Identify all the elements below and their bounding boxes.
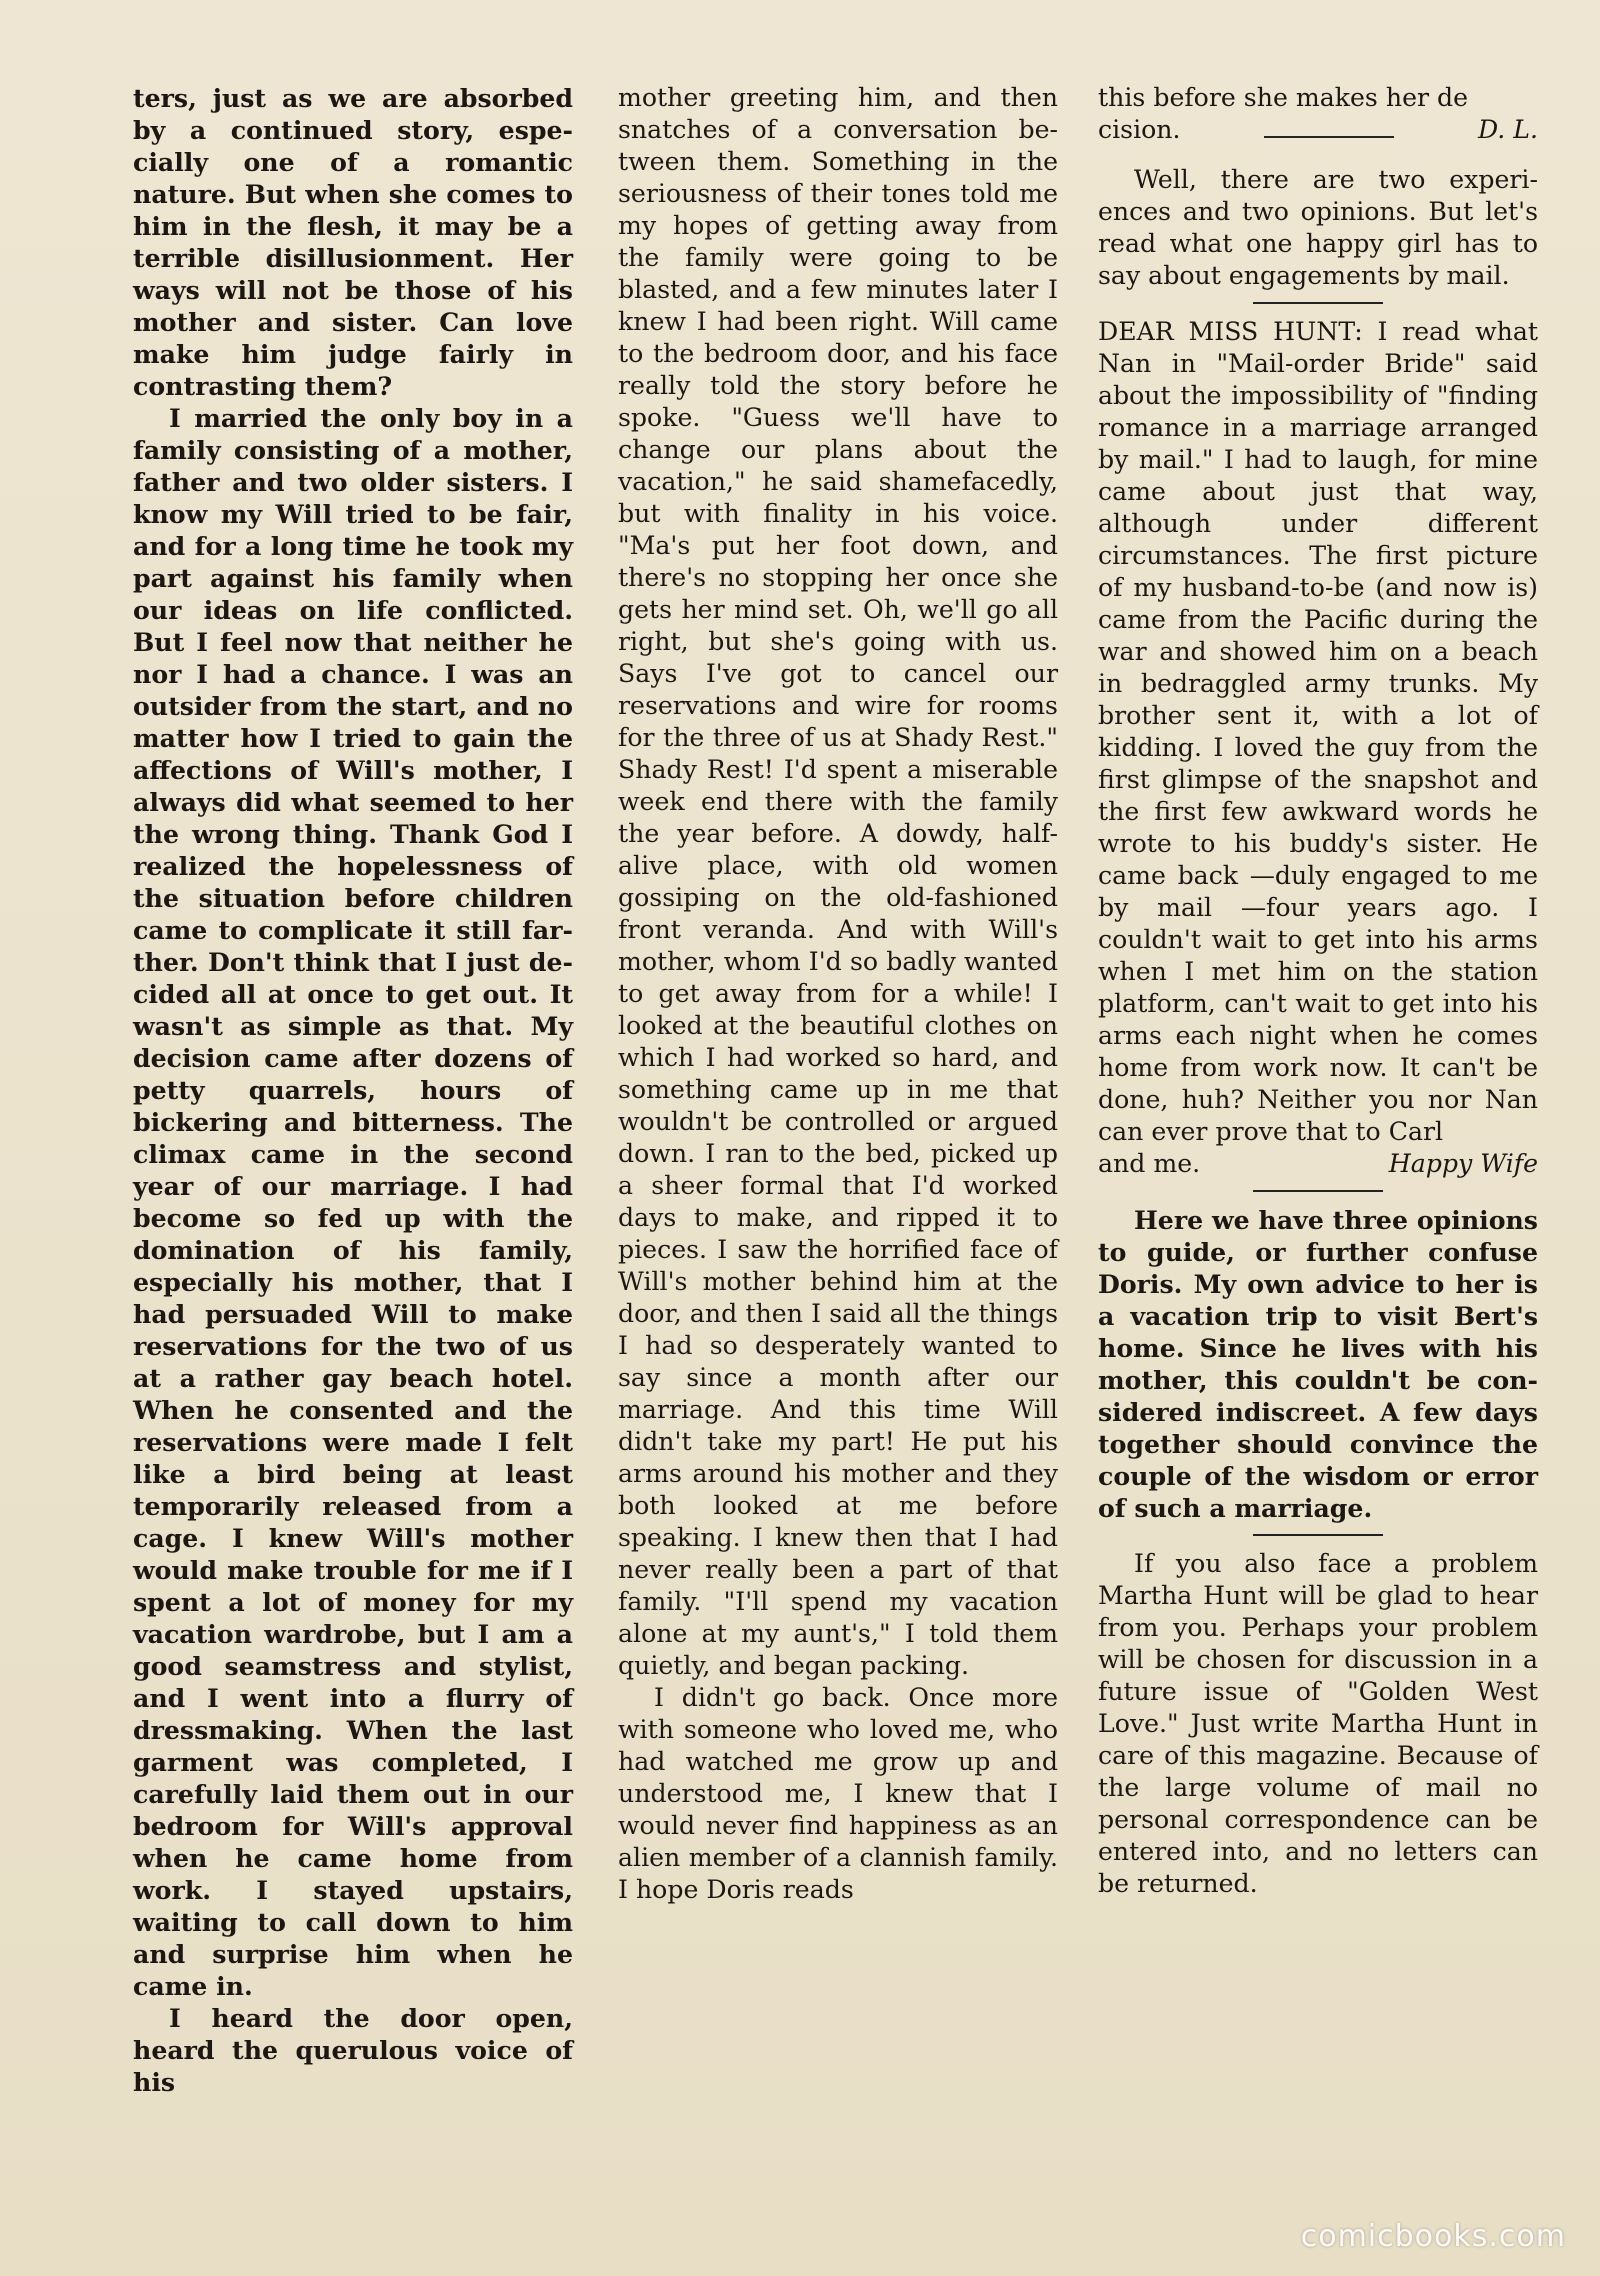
col3-paragraph-2: Well, there are two experiences and two opinions. But let's read what one happy girl has to say about engagements by mail.	[1098, 165, 1538, 290]
happy-wife-signature-row	[1098, 1148, 1538, 1180]
letter-happy-wife: DEAR MISS HUNT: I read what Nan in "Mail-order Bride" said about the impossibility of "finding romance in a marriage arranged by mail." I had to laugh, for mine came about just that way, although under different circumstances. The first picture of my husband-to-be (and now is) came from the Pacific during the war and showed him on a beach in bedraggled army trunks. My brother sent it, with a lot of kidding. I loved the guy from the first glimpse of the snapshot and the first few awkward words he wrote to his buddy's sister. He came back —duly engaged to me by mail —four years ago. I couldn't wait to get into his arms when I met him on the station platform, can't wait to get into his arms each night when he comes home from work now. It can't be done, huh? Neither you nor Nan can ever prove that to Carl	[1098, 317, 1538, 1146]
submission-notice: If you also face a problem Martha Hunt will be glad to hear from you. Perhaps your problem will be chosen for discussion in a future issue of "Golden West Love." Just write Martha Hunt in care of this magazine. Because of the large volume of mail no personal correspondence can be entered into, and no letters can be returned.	[1098, 1549, 1538, 1898]
signature-happy-wife: Happy Wife	[1388, 1149, 1538, 1178]
section-divider	[1253, 302, 1383, 304]
dl-signature-row	[1098, 114, 1538, 146]
section-divider	[1264, 136, 1394, 138]
column-2	[618, 82, 1058, 1906]
col1-paragraph-3: I heard the door open, heard the querulous voice of his	[133, 2003, 573, 2097]
section-divider	[1253, 1190, 1383, 1192]
col1-paragraph-1: ters, just as we are absorbed by a continued story, especially one of a romantic nature. But when she comes to him in the flesh, it may be a terrible disillusionment. Her ways will not be those of his mother and sister. Can love make him judge fairly in contrasting them?	[133, 83, 573, 401]
col1-paragraph-2: I married the only boy in a family consisting of a mother, father and two older sisters. I know my Will tried to be fair, and for a long time he took my part against his family when our ideas on life conflicted. But I feel now that neither he nor I had a chance. I was an outsider from the start, and no matter how I tried to gain the affections of Will's mother, I always did what seemed to her the wrong thing. Thank God I realized the hopelessness of the situation before children came to complicate it still farther. Don't think that I just decided all at once to get out. It wasn't as simple as that. My decision came after dozens of petty quarrels, hours of bickering and bitterness. The climax came in the second year of our marriage. I had become so fed up with the domination of his family, especially his mother, that I had persuaded Will to make reservations for the two of us at a rather gay beach hotel. When he consented and the reservations were made I felt like a bird being at least temporarily released from a cage. I knew Will's mother would make trouble for me if I spent a lot of money for my vacation wardrobe, but I am a good seamstress and stylist, and I went into a flurry of dressmaking. When the last garment was completed, I carefully laid them out in our bedroom for Will's approval when he came home from work. I stayed upstairs, waiting to call down to him and surprise him when he came in.	[133, 403, 573, 2001]
signature-dl: D. L.	[1477, 115, 1538, 144]
site-watermark: comicbooks.com	[1300, 2219, 1566, 2254]
col3-line-2: cision.	[1098, 115, 1181, 144]
letter-last-line: and me.	[1098, 1149, 1201, 1178]
column-3	[1098, 82, 1538, 1900]
col3-line-1: this before she makes her de	[1098, 83, 1469, 112]
section-divider	[1253, 1534, 1383, 1536]
col2-paragraph-1: mother greeting him, and then snatches of a conversation between them. Something in the seriousness of their tones told me my hopes of getting away from the family were going to be blasted, and a few minutes later I knew I had been right. Will came to the bedroom door, and his face really told the story before he spoke. "Guess we'll have to change our plans about the vacation," he said shamefacedly, but with finality in his voice. "Ma's put her foot down, and there's no stopping her once she gets her mind set. Oh, we'll go all right, but she's going with us. Says I've got to cancel our reservations and wire for rooms for the three of us at Shady Rest." Shady Rest! I'd spent a miserable week end there with the family the year before. A dowdy, half-alive place, with old women gossiping on the old-fashioned front veranda. And with Will's mother, whom I'd so badly wanted to get away from for a while! I looked at the beautiful clothes on which I had worked so hard, and something came up in me that wouldn't be controlled or argued down. I ran to the bed, picked up a sheer formal that I'd worked days to make, and ripped it to pieces. I saw the horrified face of Will's mother behind him at the door, and then I said all the things I had so desperately wanted to say since a month after our marriage. And this time Will didn't take my part! He put his arms around his mother and they both looked at me before speaking. I knew then that I had never really been a part of that family. "I'll spend my vacation alone at my aunt's," I told them quietly, and began packing.	[618, 83, 1058, 1680]
column-1	[133, 82, 573, 2098]
col2-paragraph-2: I didn't go back. Once more with someone who loved me, who had watched me grow up and understood me, I knew that I would never find happiness as an alien member of a clannish family. I hope Doris reads	[618, 1683, 1058, 1904]
editor-advice: Here we have three opinions to guide, or further confuse Doris. My own advice to her is a vacation trip to visit Bert's home. Since he lives with his mother, this couldn't be considered indiscreet. A few days together should convince the couple of the wisdom or error of such a marriage.	[1098, 1205, 1538, 1523]
